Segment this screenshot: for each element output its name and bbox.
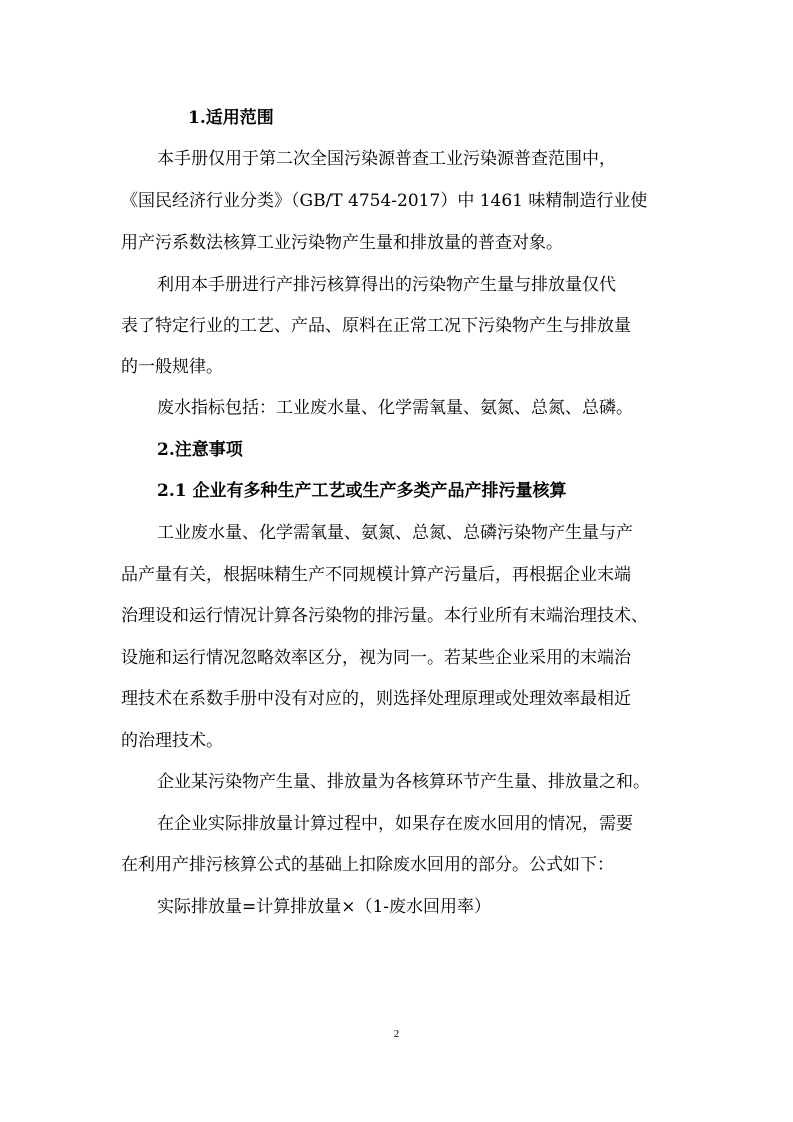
paragraph-line: 企业某污染物产生量、排放量为各核算环节产生量、排放量之和。 [157, 772, 650, 792]
paragraph-line: 本手册仅用于第二次全国污染源普查工业污染源普查范围中， [157, 149, 616, 169]
paragraph-line: 《国民经济行业分类》（GB/T 4754-2017）中 1461 味精制造行业使 [121, 191, 648, 211]
paragraph-line: 利用本手册进行产排污核算得出的污染物产生量与排放量仅代 [157, 275, 616, 295]
paragraph-line: 用产污系数法核算工业污染物产生量和排放量的普查对象。 [121, 233, 563, 253]
paragraph-line: 的一般规律。 [121, 357, 223, 377]
heading-scope: 1.适用范围 [188, 108, 274, 128]
paragraph-line: 的治理技术。 [121, 731, 223, 751]
paragraph-line: 在企业实际排放量计算过程中，如果存在废水回用的情况，需要 [157, 814, 633, 834]
paragraph-line: 治理设和运行情况计算各污染物的排污量。本行业所有末端治理技术、 [121, 606, 648, 626]
heading-notes: 2.注意事项 [157, 440, 243, 460]
paragraph-line: 在利用产排污核算公式的基础上扣除废水回用的部分。公式如下： [121, 855, 614, 875]
paragraph-line: 设施和运行情况忽略效率区分，视为同一。若某些企业采用的末端治 [121, 648, 631, 668]
paragraph-line: 工业废水量、化学需氧量、氨氮、总氮、总磷污染物产生量与产 [157, 523, 633, 543]
heading-notes-sub: 2.1 企业有多种生产工艺或生产多类产品产排污量核算 [157, 481, 567, 501]
paragraph-line: 理技术在系数手册中没有对应的，则选择处理原理或处理效率最相近 [121, 689, 631, 709]
paragraph-line: 品产量有关，根据味精生产不同规模计算产污量后，再根据企业末端 [121, 565, 631, 585]
formula-line: 实际排放量=计算排放量×（1-废水回用率） [157, 897, 492, 917]
paragraph-line: 表了特定行业的工艺、产品、原料在正常工况下污染物产生与排放量 [121, 316, 631, 336]
page-number: 2 [393, 1028, 400, 1040]
paragraph-line: 废水指标包括：工业废水量、化学需氧量、氨氮、总氮、总磷。 [157, 398, 633, 418]
